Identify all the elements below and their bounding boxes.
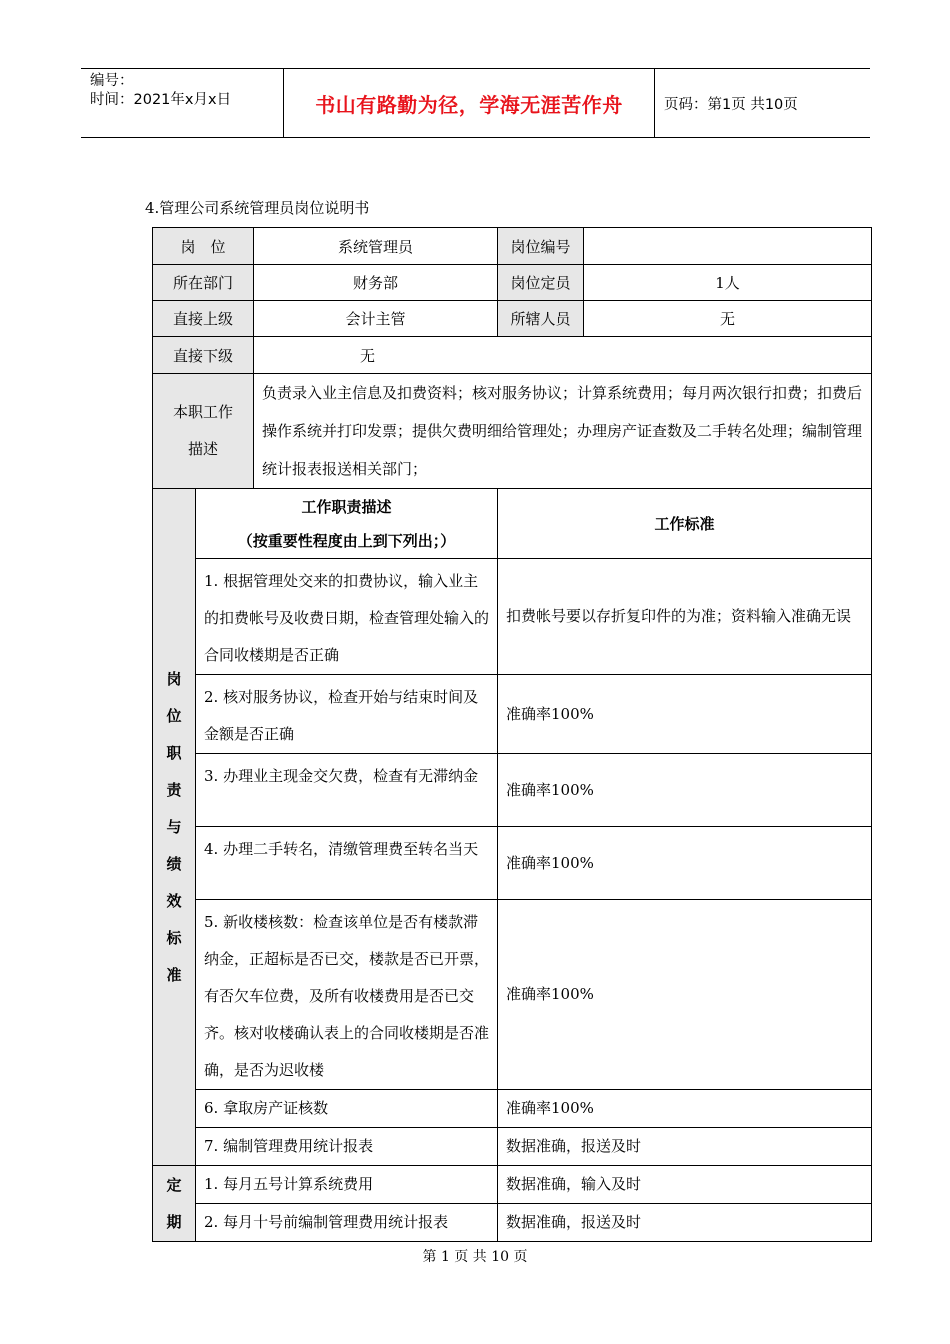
table-row <box>153 827 872 900</box>
side-char: 绩 <box>166 854 182 873</box>
header-meta-cell <box>81 69 284 137</box>
table-row <box>153 1204 872 1242</box>
standard-column-header: 工作标准 <box>498 489 872 559</box>
side-char: 效 <box>166 891 182 910</box>
duty-cell: 1. 根据管理处交来的扣费协议，输入业主的扣费帐号及收费日期，检查管理处输入的合同收楼期是否正确 <box>196 559 498 675</box>
summary-label <box>153 374 254 489</box>
row-summary <box>153 374 872 489</box>
side-char: 与 <box>166 817 182 836</box>
page-footer: 第 1 页 共 10 页 <box>422 1249 528 1265</box>
standard-cell: 准确率100% <box>498 675 872 754</box>
duty-cell: 2. 每月十号前编制管理费用统计报表 <box>196 1204 498 1242</box>
superior-label: 直接上级 <box>153 301 254 337</box>
side-char: 责 <box>166 780 182 799</box>
standard-cell: 数据准确，报送及时 <box>498 1204 872 1242</box>
standard-cell: 数据准确，报送及时 <box>498 1128 872 1166</box>
duty-header-line1: 工作职责描述 <box>301 497 392 516</box>
duty-cell: 1. 每月五号计算系统费用 <box>196 1166 498 1204</box>
page-code: 页码：第1页 共10页 <box>664 96 798 113</box>
header-motto-cell <box>284 69 655 137</box>
duties-header-row <box>153 489 872 559</box>
side-char: 定 <box>166 1175 182 1194</box>
row-department <box>153 265 872 301</box>
table-row <box>153 1166 872 1204</box>
header-page-cell <box>655 69 870 137</box>
position-no-label: 岗位编号 <box>498 228 584 265</box>
duty-cell: 5. 新收楼核数：检查该单位是否有楼款滞纳金，正超标是否已交，楼款是否已开票，有否欠车位费，及所有收楼费用是否已交齐。核对收楼确认表上的合同收楼期是否准确，是否为迟收楼 <box>196 900 498 1090</box>
position-no-value <box>584 228 872 265</box>
serial-label: 编号： <box>90 73 134 89</box>
direct-sub-label: 直接下级 <box>153 337 254 374</box>
position-label: 岗 位 <box>153 228 254 265</box>
side-char: 职 <box>166 743 182 762</box>
dept-value: 财务部 <box>254 265 498 301</box>
side-char: 标 <box>166 928 182 947</box>
summary-text: 负责录入业主信息及扣费资料；核对服务协议；计算系统费用；每月两次银行扣费；扣费后操作系统并打印发票；提供欠费明细给管理处；办理房产证查数及二手转名处理；编制管理统计报表报送相关部门； <box>254 374 872 489</box>
headcount-label: 岗位定员 <box>498 265 584 301</box>
table-row <box>153 559 872 675</box>
page-header <box>81 68 870 138</box>
document-title: 4.管理公司系统管理员岗位说明书 <box>145 199 370 217</box>
standard-cell: 数据准确，输入及时 <box>498 1166 872 1204</box>
table-row <box>153 754 872 827</box>
side-char: 期 <box>166 1212 182 1231</box>
motto: 书山有路勤为径，学海无涯苦作舟 <box>315 92 623 117</box>
row-superior <box>153 301 872 337</box>
table-row <box>153 1090 872 1128</box>
duties-side-label <box>153 489 196 1166</box>
direct-sub-value: 无 <box>254 337 872 374</box>
summary-label-line1: 本职工作 <box>173 403 234 421</box>
duty-column-header <box>196 489 498 559</box>
time-label: 时间：2021年x月x日 <box>90 92 232 108</box>
standard-cell: 准确率100% <box>498 754 872 827</box>
headcount-value: 1人 <box>584 265 872 301</box>
table-row <box>153 675 872 754</box>
subordinates-value: 无 <box>584 301 872 337</box>
standard-cell: 准确率100% <box>498 827 872 900</box>
side-char: 位 <box>166 706 182 725</box>
duty-cell: 3. 办理业主现金交欠费，检查有无滞纳金 <box>196 754 498 827</box>
standard-cell: 扣费帐号要以存折复印件的为准；资料输入准确无误 <box>498 559 872 675</box>
dept-label: 所在部门 <box>153 265 254 301</box>
duty-cell: 2. 核对服务协议，检查开始与结束时间及金额是否正确 <box>196 675 498 754</box>
side-char: 岗 <box>166 669 182 688</box>
duty-cell: 6. 拿取房产证核数 <box>196 1090 498 1128</box>
standard-cell: 准确率100% <box>498 900 872 1090</box>
table-row <box>153 900 872 1090</box>
subordinates-label: 所辖人员 <box>498 301 584 337</box>
summary-label-line2: 描述 <box>188 440 219 458</box>
duty-cell: 4. 办理二手转名，清缴管理费至转名当天 <box>196 827 498 900</box>
table-row <box>153 1128 872 1166</box>
position-value: 系统管理员 <box>254 228 498 265</box>
row-direct-subordinate <box>153 337 872 374</box>
duty-header-line2: （按重要性程度由上到下列出；） <box>237 531 456 550</box>
side-char: 准 <box>166 965 182 984</box>
job-description-table <box>152 227 872 1242</box>
superior-value: 会计主管 <box>254 301 498 337</box>
duty-cell: 7. 编制管理费用统计报表 <box>196 1128 498 1166</box>
standard-cell: 准确率100% <box>498 1090 872 1128</box>
row-position <box>153 228 872 265</box>
periodic-side-label <box>153 1166 196 1242</box>
